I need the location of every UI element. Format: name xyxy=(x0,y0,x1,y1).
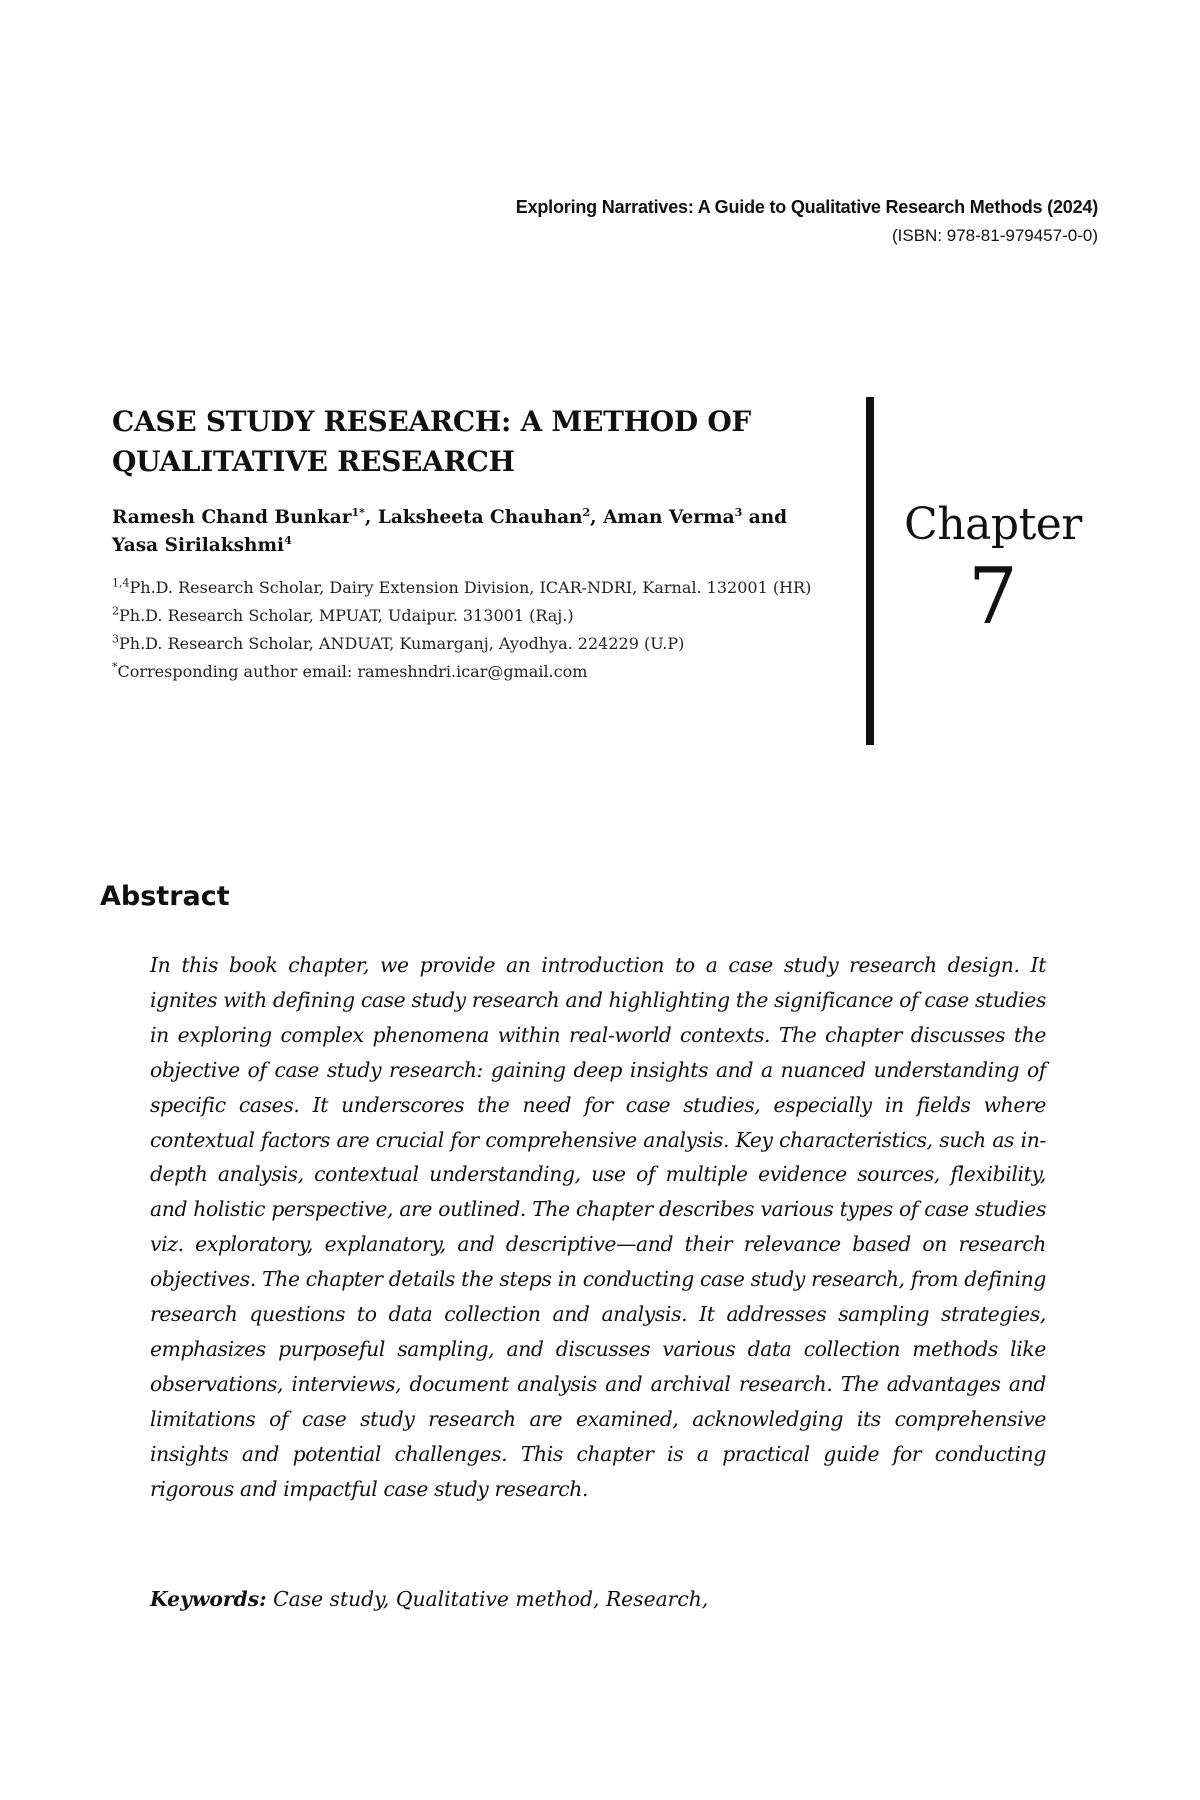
affiliation-text: Ph.D. Research Scholar, MPUAT, Udaipur. 313001 (Raj.) xyxy=(119,606,574,625)
author-superscript: 2 xyxy=(582,505,591,519)
affiliation xyxy=(112,630,852,658)
author-name: Aman Verma xyxy=(603,507,735,528)
affiliation-superscript: 3 xyxy=(112,632,119,646)
chapter-number: 7 xyxy=(968,552,1018,642)
affiliation-superscript: 2 xyxy=(112,604,119,618)
abstract-body: In this book chapter, we provide an introduction to a case study research design. It ignites with defining case study research and highlighting the significance of case studies in exploring complex phenomena within real-world contexts. The chapter discusses the objective of case study research: gaining deep insights and a nuanced understanding of specific cases. It underscores the need for case studies, especially in fields where contextual factors are crucial for comprehensive analysis. Key characteristics, such as in-depth analysis, contextual understanding, use of multiple evidence sources, flexibility, and holistic perspective, are outlined. The chapter describes various types of case studies viz. exploratory, explanatory, and descriptive—and their relevance based on research objectives. The chapter details the steps in conducting case study research, from defining research questions to data collection and analysis. It addresses sampling strategies, emphasizes purposeful sampling, and discusses various data collection methods like observations, interviews, document analysis and archival research. The advantages and limitations of case study research are examined, acknowledging its comprehensive insights and potential challenges. This chapter is a practical guide for conducting rigorous and impactful case study research. xyxy=(150,953,1046,1501)
book-title: Exploring Narratives: A Guide to Qualitative Research Methods (2024) xyxy=(515,197,1098,217)
chapter-word: Chapter xyxy=(904,499,1082,550)
author-name: Ramesh Chand Bunkar xyxy=(112,507,352,528)
affiliation-superscript: 1,4 xyxy=(112,576,130,590)
keywords xyxy=(150,1582,1046,1616)
affiliation xyxy=(112,574,852,602)
author-name: Yasa Sirilakshmi xyxy=(112,535,285,556)
chapter-title-block xyxy=(112,402,852,686)
affiliation-list xyxy=(112,574,852,686)
keywords-label: Keywords: xyxy=(150,1587,267,1611)
abstract-heading: Abstract xyxy=(100,881,230,912)
affiliation xyxy=(112,602,852,630)
chapter-title-line-2: QUALITATIVE RESEARCH xyxy=(112,445,515,478)
corresponding-author-email xyxy=(112,658,852,686)
affiliation-text: Ph.D. Research Scholar, Dairy Extension Division, ICAR-NDRI, Karnal. 132001 (HR) xyxy=(129,578,812,597)
chapter-divider-bar xyxy=(866,397,874,745)
author-name: Laksheeta Chauhan xyxy=(377,507,583,528)
affiliation-superscript: * xyxy=(112,660,118,674)
author-superscript: 4 xyxy=(284,533,292,547)
chapter-title-line-1: CASE STUDY RESEARCH: A METHOD OF xyxy=(112,405,751,438)
affiliation-text: Ph.D. Research Scholar, ANDUAT, Kumarganj, Ayodhya. 224229 (U.P) xyxy=(119,634,685,653)
chapter-label xyxy=(898,498,1088,640)
author-separator: and xyxy=(742,507,788,528)
author-separator: , xyxy=(364,507,378,528)
author-superscript: 3 xyxy=(734,505,743,519)
chapter-title xyxy=(112,402,852,482)
isbn: (ISBN: 978-81-979457-0-0) xyxy=(891,226,1098,245)
author-superscript: 1* xyxy=(351,505,365,519)
affiliation-text: Corresponding author email: rameshndri.icar@gmail.com xyxy=(117,662,588,681)
author-list xyxy=(112,504,852,560)
author-separator: , xyxy=(590,507,604,528)
running-header xyxy=(516,196,1098,246)
keywords-text: Case study, Qualitative method, Research, xyxy=(266,1587,709,1611)
